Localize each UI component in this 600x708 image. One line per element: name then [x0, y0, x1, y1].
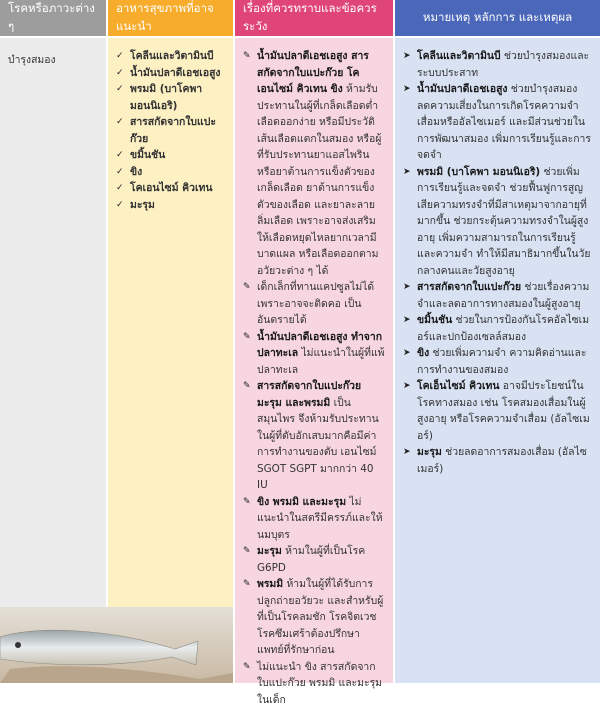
caution-item-bold: สารสกัดจากใบแปะก๊วย มะรุม และพรมมิ	[257, 380, 361, 409]
arrow-icon: ➤	[403, 378, 417, 395]
caution-item	[243, 48, 385, 279]
food-item	[116, 48, 225, 65]
note-item-bold: สารสกัดจากใบแปะก๊วย	[417, 281, 521, 293]
pencil-icon: ✎	[243, 329, 257, 346]
food-item	[116, 180, 225, 197]
note-item	[403, 345, 592, 378]
note-item-bold: มะรุม	[417, 446, 442, 458]
column-notes	[395, 0, 600, 683]
check-icon: ✓	[116, 48, 130, 65]
caution-item	[243, 279, 385, 329]
arrow-icon: ➤	[403, 164, 417, 181]
food-label: ขมิ้นชัน	[130, 147, 165, 164]
food-item	[116, 81, 225, 114]
note-item-detail: ช่วยเรื่องความจำและลดอาการทางสมองในผู้สูงอายุ	[417, 281, 589, 310]
column-disease	[0, 0, 106, 683]
arrow-icon: ➤	[403, 48, 417, 65]
caution-item-bold: น้ำมันปลาดีเอชเอสูง ทำจากปลาทะเล	[257, 331, 382, 360]
arrow-icon: ➤	[403, 345, 417, 362]
food-label: น้ำมันปลาดีเอชเอสูง	[130, 65, 221, 82]
note-item-detail: ช่วยบำรุงสมอง ลดความเสี่ยงในการเกิดโรคความจำเสื่อมหรืออัลไซเมอร์ และมีส่วนช่วยในการพัฒนาสมอง เพิ่มการเรียนรู้และการจดจำ	[417, 83, 591, 161]
check-icon: ✓	[116, 180, 130, 197]
food-label: ขิง	[130, 164, 142, 181]
note-item-detail: อาจมีประโยชน์ในโรคทางสมอง เช่น โรคสมองเสื่อมในผู้สูงอายุ หรือโรคความจำเสื่อม (อัลไซเมอร์)	[417, 380, 590, 442]
caution-item	[243, 494, 385, 544]
caution-item-bold: ขิง พรมมิ และมะรุม	[257, 496, 346, 508]
food-item	[116, 197, 225, 214]
header-disease: โรคหรือภาวะต่าง ๆ	[0, 0, 106, 38]
arrow-icon: ➤	[403, 81, 417, 98]
note-item-bold: โคลีนและวิตามินบี	[417, 50, 501, 62]
pencil-icon: ✎	[243, 543, 257, 560]
note-item-detail: ช่วยบำรุงสมองและระบบประสาท	[417, 50, 589, 79]
caution-item-bold: น้ำมันปลาดีเอชเอสูง สารสกัดจากใบแปะก๊วย โคเอนไซม์ คิวเทน ขิง	[257, 50, 369, 95]
food-item	[116, 65, 225, 82]
disease-name: บำรุงสมอง	[0, 38, 106, 69]
note-item-text	[417, 378, 592, 444]
note-item	[403, 81, 592, 164]
food-item	[116, 164, 225, 181]
caution-item	[243, 659, 385, 708]
caution-item-bold: มะรุม	[257, 545, 282, 557]
column-foods	[108, 0, 233, 683]
note-item-text	[417, 164, 592, 280]
note-item-bold: พรมมิ (บาโคพา มอนนิเอริ)	[417, 166, 540, 178]
header-cautions: เรื่องที่ควรทราบและข้อควรระวัง	[235, 0, 393, 38]
caution-item-detail: ไม่แนะนำในสตรีมีครรภ์และให้นมบุตร	[257, 496, 383, 541]
note-item-bold: โคเอ็นไซม์ คิวเทน	[417, 380, 499, 392]
caution-item-text	[257, 494, 385, 544]
caution-item-text	[257, 378, 385, 494]
caution-item-text	[257, 543, 385, 576]
caution-item-text	[257, 48, 385, 279]
caution-item-text	[257, 576, 385, 659]
caution-item-detail: ห้ามในผู้ที่เป็นโรค G6PD	[257, 545, 365, 574]
pencil-icon: ✎	[243, 378, 257, 395]
caution-item-detail: ไม่แนะนำในผู้ที่แพ้ปลาทะเล	[257, 347, 385, 376]
pencil-icon: ✎	[243, 48, 257, 65]
header-notes: หมายเหตุ หลักการ และเหตุผล	[395, 0, 600, 38]
notes-list	[395, 38, 600, 477]
food-label: พรมมิ (บาโคพา มอนนิเอริ)	[130, 81, 225, 114]
caution-item-bold: พรมมิ	[257, 578, 283, 590]
caution-item	[243, 378, 385, 494]
caution-item	[243, 576, 385, 659]
note-item	[403, 279, 592, 312]
note-item	[403, 444, 592, 477]
note-item	[403, 312, 592, 345]
pencil-icon: ✎	[243, 576, 257, 593]
note-item-bold: ขิง	[417, 347, 429, 359]
caution-item-detail: เป็นสมุนไพร จึงห้ามรับประทานในผู้ที่ตับอักเสบมากคือมีค่าการทำงานของตับ เอนไซม์ SGOT SGPT มากกว่า 40 IU	[257, 397, 379, 492]
note-item-text	[417, 81, 592, 164]
caution-item-detail: ห้ามในผู้ที่ได้รับการปลูกถ่ายอวัยวะ และสำหรับผู้ที่เป็นโรคลมชัก โรคจิตเวช โรคซึมเศร้าต้องปรึกษาแพทย์ที่รักษาก่อน	[257, 578, 383, 656]
note-item-detail: ช่วยเพิ่มการเรียนรู้และจดจำ ช่วยฟื้นฟูการสูญเสียความทรงจำที่มีสาเหตุมาจากอายุที่มากขึ้น ช่วยกระตุ้นความทรงจำในผู้สูงอายุ เพิ่มความสามารถในการเรียนรู้และความจำ ทำให้มีสมาธิมากขึ้นในวัยกลางคนและวัยสูงอายุ	[417, 166, 590, 277]
note-item-text	[417, 345, 592, 378]
caution-item-text	[257, 279, 385, 329]
check-icon: ✓	[116, 164, 130, 181]
arrow-icon: ➤	[403, 444, 417, 461]
food-label: โคลีนและวิตามินบี	[130, 48, 214, 65]
pencil-icon: ✎	[243, 659, 257, 676]
note-item-bold: ขมิ้นชัน	[417, 314, 452, 326]
caution-item-detail: เด็กเล็กที่ทานแคปซูลไม่ได้ เพราะอาจจะติดคอ เป็นอันตรายได้	[257, 281, 374, 326]
check-icon: ✓	[116, 147, 130, 164]
arrow-icon: ➤	[403, 312, 417, 329]
column-cautions	[235, 0, 393, 683]
pencil-icon: ✎	[243, 494, 257, 511]
food-item	[116, 147, 225, 164]
note-item	[403, 164, 592, 280]
note-item-detail: ช่วยลดอาการสมองเสื่อม (อัลไซเมอร์)	[417, 446, 587, 475]
header-foods: อาหารสุขภาพที่อาจแนะนำ	[108, 0, 233, 38]
cautions-list	[235, 38, 393, 708]
caution-item-detail: ไม่แนะนำ ขิง สารสกัดจากใบแปะก๊วย พรมมิ และมะรุม ในเด็ก	[257, 661, 382, 706]
food-label: โคเอนไซม์ คิวเทน	[130, 180, 212, 197]
check-icon: ✓	[116, 114, 130, 131]
note-item-detail: ช่วยในการป้องกันโรคอัลไซเมอร์และปกป้องเซลล์สมอง	[417, 314, 589, 343]
caution-item	[243, 543, 385, 576]
check-icon: ✓	[116, 81, 130, 98]
food-label: มะรุม	[130, 197, 155, 214]
food-item	[116, 114, 225, 147]
caution-item	[243, 329, 385, 379]
foods-list	[108, 38, 233, 213]
arrow-icon: ➤	[403, 279, 417, 296]
note-item-text	[417, 48, 592, 81]
note-item-text	[417, 444, 592, 477]
note-item-text	[417, 279, 592, 312]
food-label: สารสกัดจากใบแปะก๊วย	[130, 114, 225, 147]
note-item-detail: ช่วยเพิ่มความจำ ความคิดอ่านและการทำงานของสมอง	[417, 347, 586, 376]
caution-item-text	[257, 659, 385, 708]
check-icon: ✓	[116, 65, 130, 82]
pencil-icon: ✎	[243, 279, 257, 296]
caution-item-detail: ห้ามรับประทานในผู้ที่เกล็ดเลือดต่ำ เลือดออกง่าย หรือมีประวัติเส้นเลือดแตกในสมอง หรือผู้ที่รับประทานยาแอสไพริน หรือยาต้านการแข็งตัวของเกล็ดเลือด ยาต้านการแข็งตัวของเลือด และยาละลายลิ่มเลือด เพราะอาจส่งเสริมให้เลือดหยุดไหลยากเวลามีบาดแผล หรือเลือดออกตามอวัยวะต่าง ๆ ได้	[257, 83, 381, 277]
check-icon: ✓	[116, 197, 130, 214]
note-item-text	[417, 312, 592, 345]
note-item-bold: น้ำมันปลาดีเอชเอสูง	[417, 83, 508, 95]
fish-photo	[0, 607, 233, 683]
note-item	[403, 378, 592, 444]
caution-item-text	[257, 329, 385, 379]
note-item	[403, 48, 592, 81]
